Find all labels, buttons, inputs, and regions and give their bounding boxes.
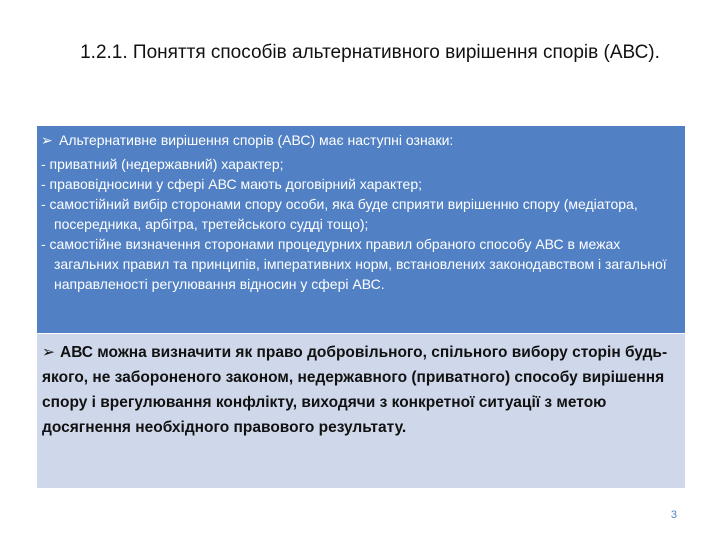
slide-title: 1.2.1. Поняття способів альтернативного вирішення спорів (АВС). xyxy=(80,42,660,63)
arrow-bullet-icon: ➢ xyxy=(41,132,53,148)
features-box xyxy=(37,126,685,333)
features-lead-text: Альтернативне вирішення спорів (АВС) має наступні ознаки: xyxy=(59,132,454,148)
arrow-bullet-icon: ➢ xyxy=(42,344,55,361)
features-lead xyxy=(41,130,679,150)
feature-item: - самостійний вибір сторонами спору особи, яка буде сприяти вирішенню спору (медіатора, посередника, арбітра, третейського судді тощо); xyxy=(41,196,638,232)
feature-item: - самостійне визначення сторонами процедурних правил обраного способу АВС в межах загальних правил та принципів, імперативних норм, встановлених законодавством і загальної направленості регулювання відносин у сфері АВС. xyxy=(41,236,667,292)
features-list xyxy=(41,154,679,294)
definition-box xyxy=(37,334,685,488)
feature-item: - правовідносини у сфері АВС мають договірний характер; xyxy=(41,176,422,192)
feature-item: - приватний (недержавний) характер; xyxy=(41,156,284,172)
page-number: 3 xyxy=(670,509,677,521)
definition-text: АВС можна визначити як право добровільного, спільного вибору сторін будь-якого, не забороненого законом, недержавного (приватного) способу вирішення спору і врегулювання конфлікту, виходячи з конкретної ситуації з метою досягнення необхідного правового результату. xyxy=(42,344,668,436)
